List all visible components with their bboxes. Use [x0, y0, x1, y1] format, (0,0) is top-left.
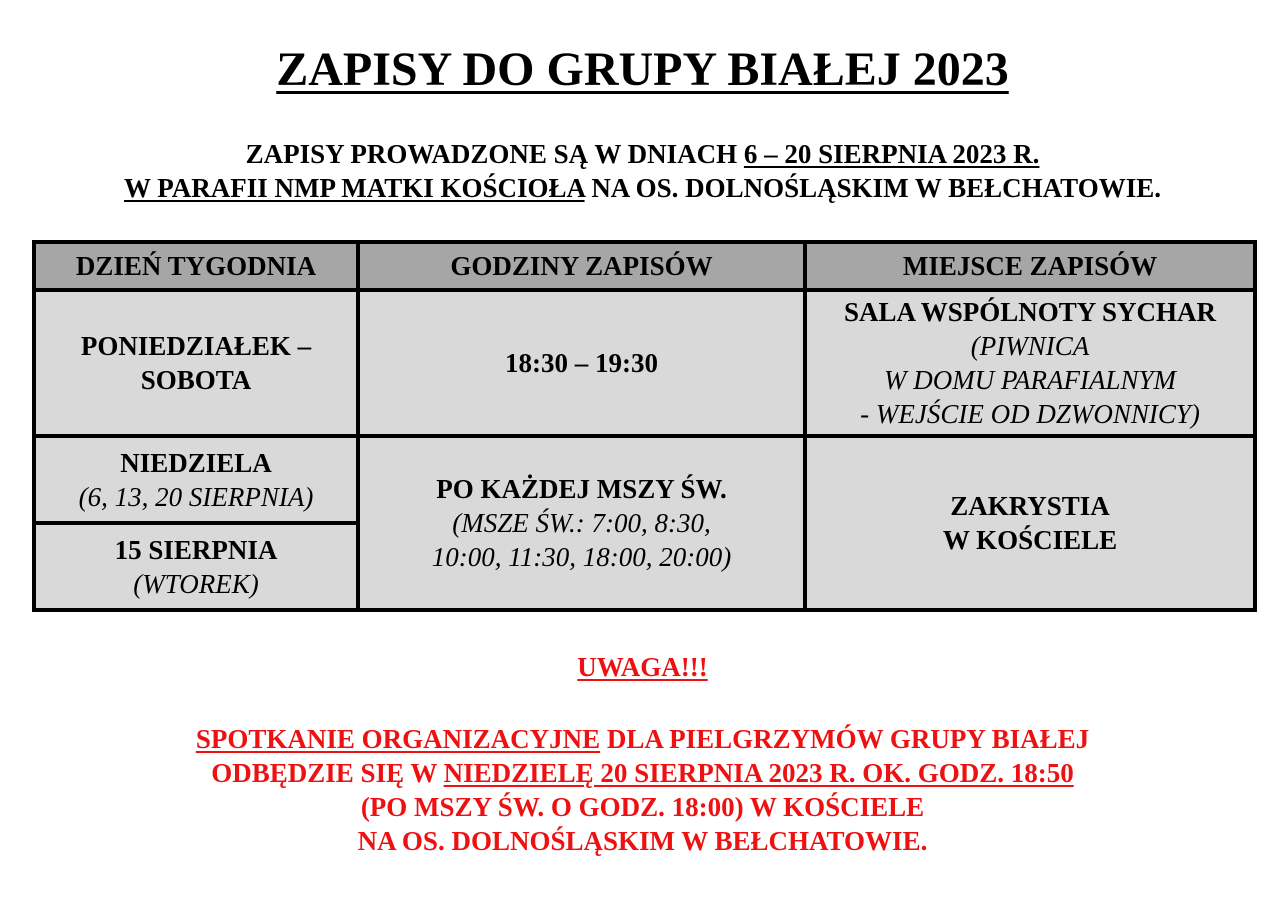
- notice-takes-place: ODBĘDZIE SIĘ W: [211, 758, 444, 788]
- intro-block: [0, 137, 1285, 205]
- notice-meeting: SPOTKANIE ORGANIZACYJNE: [195, 724, 601, 754]
- hours-weekdays: 18:30 – 19:30: [505, 348, 658, 378]
- schedule-table: [32, 240, 1257, 612]
- page-title-text: ZAPISY DO GRUPY BIAŁEJ 2023: [276, 43, 1009, 96]
- notice-line-3: (PO MSZY ŚW. O GODZ. 18:00) W KOŚCIELE: [360, 792, 925, 822]
- place-note-2: W DOMU PARAFIALNYM: [884, 365, 1176, 395]
- notice-date: NIEDZIELĘ 20 SIERPNIA 2023 R. OK. GODZ. 18:50: [443, 758, 1074, 788]
- intro-line-1: [0, 137, 1285, 171]
- cell-hours-weekdays: [358, 290, 805, 436]
- place-note-3: - WEJŚCIE OD DZWONNICY): [860, 399, 1200, 429]
- day-sunday: NIEDZIELA: [120, 447, 272, 478]
- header-day: DZIEŃ TYGODNIA: [34, 242, 358, 290]
- hours-after-mass: PO KAŻDEJ MSZY ŚW.: [436, 474, 727, 504]
- cell-day-august15: [34, 523, 358, 610]
- day-august15-note: (WTOREK): [133, 568, 259, 599]
- mass-times-1: (MSZE ŚW.: 7:00, 8:30,: [452, 508, 711, 538]
- cell-place-sacristy: [805, 436, 1255, 610]
- cell-place-weekdays: [805, 290, 1255, 436]
- place-church: W KOŚCIELE: [942, 525, 1118, 555]
- notice-body: [0, 722, 1285, 858]
- cell-day-weekdays: [34, 290, 358, 436]
- cell-hours-mass: [358, 436, 805, 610]
- notice-line-1: [0, 722, 1285, 756]
- place-sacristy: ZAKRYSTIA: [950, 491, 1110, 521]
- notice-line-2: [0, 756, 1285, 790]
- place-note-1: (PIWNICA: [970, 331, 1090, 361]
- day-weekdays: PONIEDZIAŁEK – SOBOTA: [80, 331, 312, 395]
- intro-location: NA OS. DOLNOŚLĄSKIM W BEŁCHATOWIE.: [584, 173, 1161, 203]
- table-row: [34, 290, 1255, 436]
- notice-for-pilgrims: DLA PIELGRZYMÓW GRUPY BIAŁEJ: [600, 724, 1090, 754]
- place-sychar: SALA WSPÓLNOTY SYCHAR: [843, 297, 1217, 327]
- page-title: [0, 40, 1285, 100]
- cell-day-sunday: [34, 436, 358, 523]
- mass-times-2: 10:00, 11:30, 18:00, 20:00): [431, 542, 732, 572]
- day-sunday-note: (6, 13, 20 SIERPNIA): [78, 481, 314, 512]
- notice-heading-text: UWAGA!!!: [577, 652, 708, 682]
- notice-heading: [0, 650, 1285, 684]
- header-place: MIEJSCE ZAPISÓW: [805, 242, 1255, 290]
- intro-parish: W PARAFII NMP MATKI KOŚCIOŁA: [124, 173, 585, 203]
- day-august15: 15 SIERPNIA: [114, 534, 278, 565]
- table-header-row: [34, 242, 1255, 290]
- notice-line-4: NA OS. DOLNOŚLĄSKIM W BEŁCHATOWIE.: [357, 826, 928, 856]
- intro-dates: 6 – 20 SIERPNIA 2023 R.: [743, 139, 1040, 169]
- table-row: [34, 436, 1255, 523]
- intro-line-2: [0, 171, 1285, 205]
- header-hours: GODZINY ZAPISÓW: [358, 242, 805, 290]
- intro-prefix: ZAPISY PROWADZONE SĄ W DNIACH: [245, 139, 744, 169]
